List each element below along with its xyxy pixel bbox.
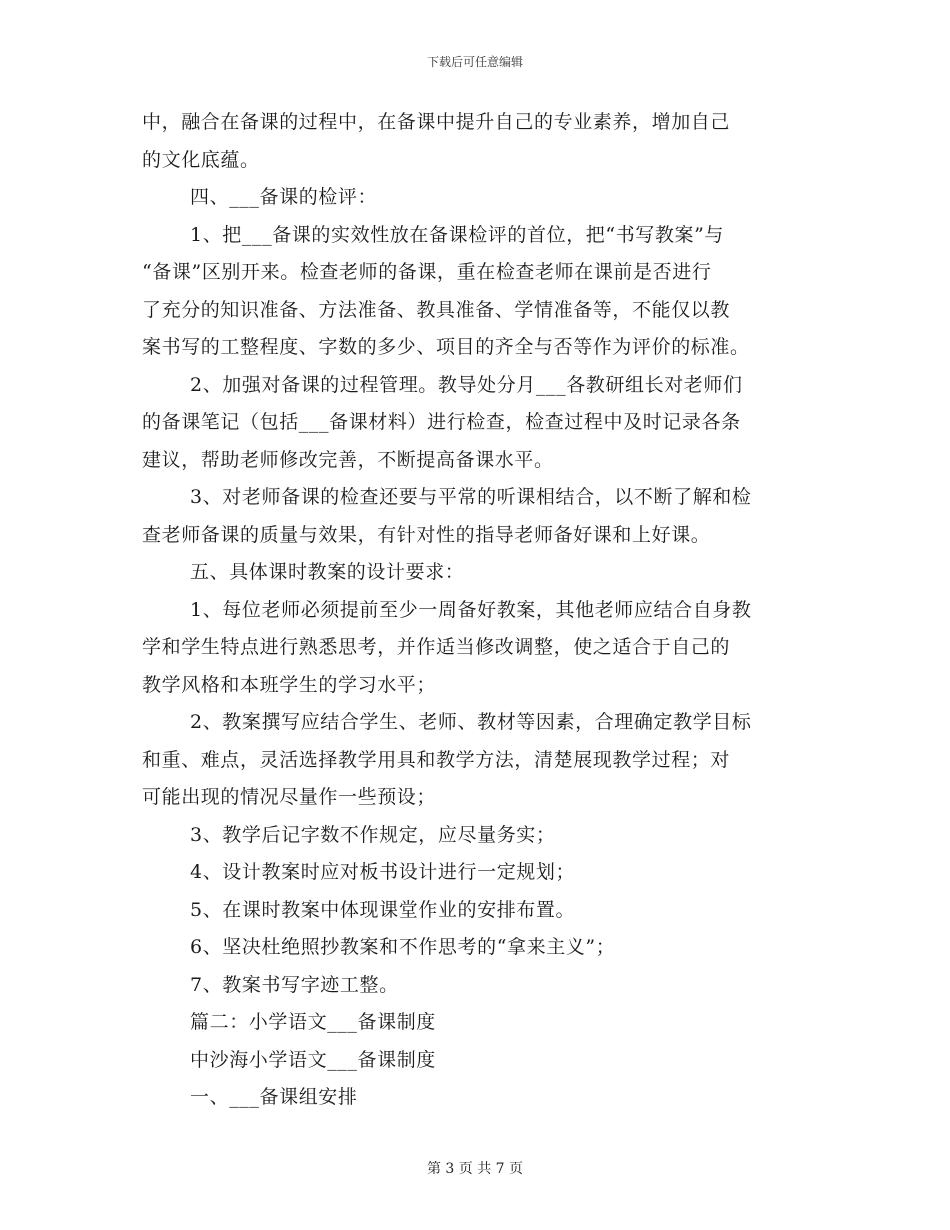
text-line: 和重、难点，灵活选择教学用具和教学方法，清楚展现教学过程；对 bbox=[142, 748, 731, 771]
page-header: 下载后可任意编辑 bbox=[426, 55, 523, 69]
text-line: “备课”区别开来。检查老师的备课，重在检查老师在课前是否进行 bbox=[142, 261, 712, 283]
text-line: 查老师备课的质量与效果，有针对性的指导老师备好课和上好课。 bbox=[142, 523, 711, 546]
text-line: 3、教学后记字数不作规定，应尽量务实； bbox=[190, 823, 556, 846]
text-line: 的备课笔记（包括___备课材料）进行检查，检查过程中及时记录各条 bbox=[142, 411, 741, 433]
text-line: 6、坚决杜绝照抄教案和不作思考的“拿来主义”； bbox=[190, 936, 616, 958]
page-footer: 第 3 页 共 7 页 bbox=[426, 1161, 524, 1177]
document-body bbox=[142, 104, 810, 1117]
text-line: 1、把___备课的实效性放在备课检评的首位，把“书写教案”与 bbox=[190, 223, 725, 246]
text-line: 1、每位老师必须提前至少一周备好教案，其他老师应结合自身教 bbox=[190, 598, 752, 621]
text-line: 四、___备课的检评： bbox=[190, 186, 378, 208]
text-line: 案书写的工整程度、字数的多少、项目的齐全与否等作为评价的标准。 bbox=[142, 336, 750, 358]
text-line: 五、具体课时教案的设计要求： bbox=[190, 561, 465, 583]
text-line: 4、设计教案时应对板书设计进行一定规划； bbox=[190, 861, 576, 883]
text-line: 了充分的知识准备、方法准备、教具准备、学情准备等，不能仅以教 bbox=[142, 298, 731, 321]
text-line: 2、加强对备课的过程管理。教导处分月___各教研组长对老师们 bbox=[190, 373, 743, 396]
text-line: 5、在课时教案中体现课堂作业的安排布置。 bbox=[190, 898, 576, 921]
text-line: 可能出现的情况尽量作一些预设； bbox=[142, 786, 437, 808]
text-line: 7、教案书写字迹工整。 bbox=[190, 973, 399, 996]
text-line: 学和学生特点进行熟悉思考，并作适当修改调整，使之适合于自己的 bbox=[142, 636, 731, 658]
text-line: 一、___备课组安排 bbox=[190, 1086, 358, 1108]
text-line: 2、教案撰写应结合学生、老师、教材等因素，合理确定教学目标 bbox=[190, 711, 752, 733]
text-line: 中沙海小学语文___备课制度 bbox=[190, 1048, 436, 1071]
text-line: 教学风格和本班学生的学习水平； bbox=[142, 673, 437, 696]
text-line: 的文化底蕴。 bbox=[142, 148, 260, 171]
text-line: 3、对老师备课的检查还要与平常的听课相结合，以不断了解和检 bbox=[190, 486, 752, 508]
text-line: 篇二：小学语文___备课制度 bbox=[190, 1011, 436, 1033]
text-line: 建议，帮助老师修改完善，不断提高备课水平。 bbox=[142, 448, 554, 471]
text-line: 中，融合在备课的过程中，在备课中提升自己的专业素养，增加自己 bbox=[142, 111, 731, 133]
